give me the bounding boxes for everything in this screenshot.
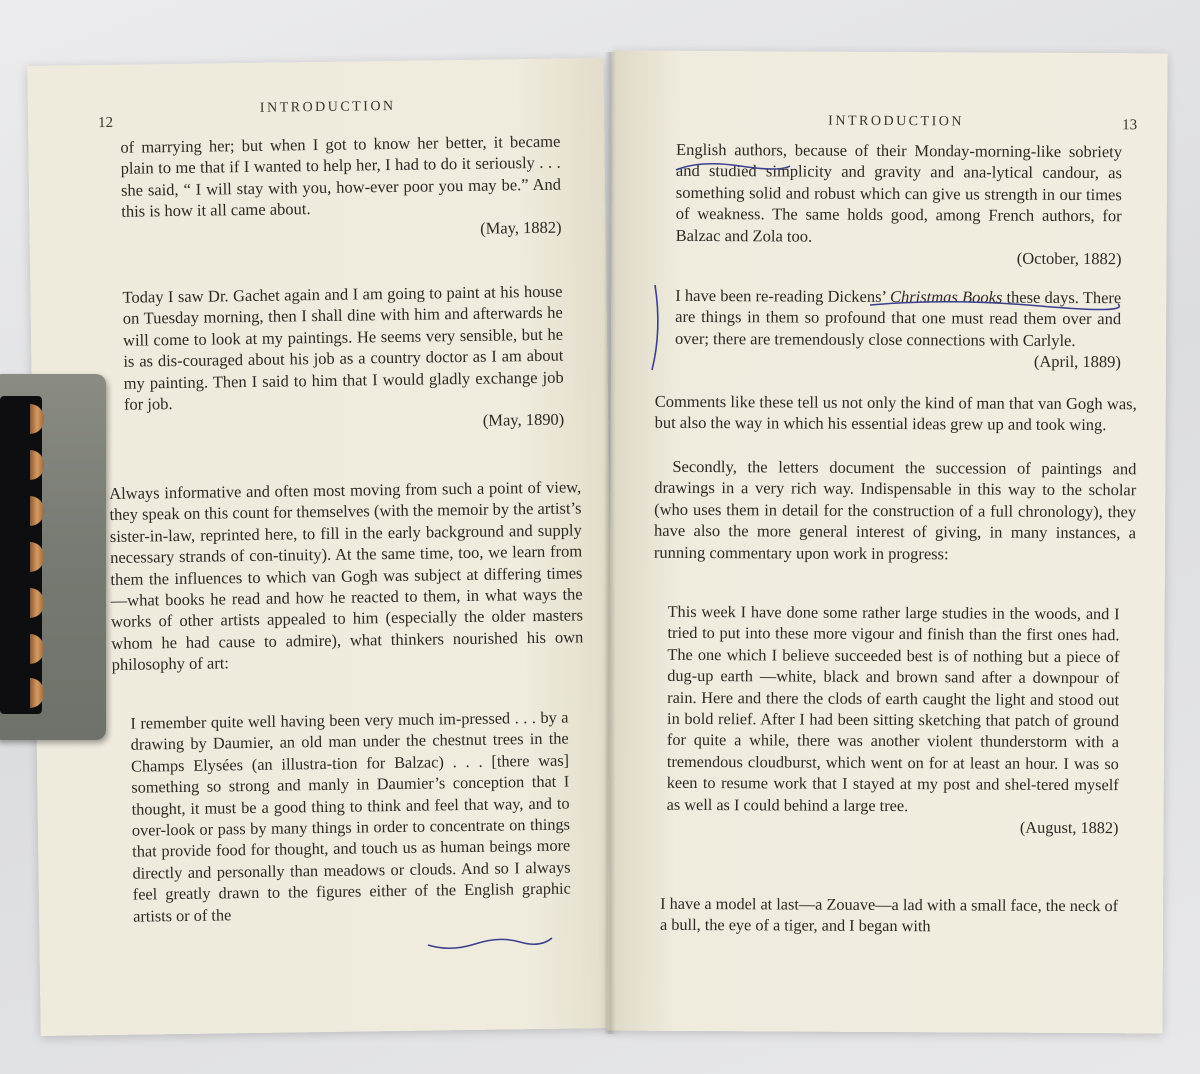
excerpt-date: (October, 1882) [1016, 248, 1122, 269]
excerpt-text-part: these days. There are things in them so profound that one must read them over and over; there are tremendously close connections with Carlyle. [675, 287, 1122, 350]
page-number-left: 12 [97, 114, 114, 132]
running-head-right: INTRODUCTION [828, 113, 965, 130]
excerpt-text: This week I have done some rather large studies in the woods, and I tried to put into these more vigour and finish than the first ones had. The one which I believe succeeded best is of nothing but a piece of dug-up earth —white, black and brown sand after a downpour of rain. Here and there the clods of earth caught the light and stood out in bold relief. After I had been sitting sketching that patch of ground for quite a while, there was another violent thunderstorm with a tremendous cloudburst, which went on for at least an hour. I was so keen to resume work that I stayed at my post and shel-tered myself as well as I could behind a large tree. [666, 601, 1120, 815]
commentary-paragraph-2: Secondly, the letters document the succession of paintings and drawings in a very rich way. Indispensable in this way to the scholar (who uses them in detail for the construction of a full chronology), they have also the more general interest of giving, in many instances, a running commentary upon work in progress: [653, 456, 1137, 563]
excerpt-date: (April, 1889) [1033, 351, 1121, 372]
letter-excerpt-gachet [122, 281, 564, 437]
letter-excerpt-daumier: I remember quite well having been very much im-pressed . . . by a drawing by Daumier, an old man under the chestnut trees in the Champs Elysées (an illustra-tion for Balzac) . . . [there was] something so strong and manly in Daumier’s conception that I thought, it must be a good thing to think and feel that way, and to over-look or pass by many things in order to concentrate on things that provide food for thought, and touch us as human beings more directly and personally than meadows or clouds. And so I always feel greatly drawn to the figures either of the English graphic artists or of the [130, 707, 571, 926]
excerpt-text [675, 285, 1121, 352]
book-title: Christmas Books [889, 287, 1003, 307]
commentary-paragraph-1: Comments like these tell us not only the kind of man that van Gogh was, but also the way in which his essential ideas grew up and took wing. [654, 391, 1137, 435]
excerpt-text: Today I saw Dr. Gachet again and I am going to paint at his house on Tuesday morning, then I shall dine with him and afterwards he will come to look at my paintings. He seems very sensible, but he is as dis-couraged about his job as a country doctor as I am about my painting. Then I said to him that I would gladly exchange job for job. [122, 281, 564, 414]
excerpt-date: (May, 1890) [482, 410, 565, 431]
book-gutter [604, 52, 616, 1034]
binder-clip [0, 374, 106, 740]
excerpt-date: (May, 1882) [480, 217, 562, 238]
running-head-left: INTRODUCTION [259, 98, 396, 116]
letter-excerpt-zouave: I have a model at last—a Zouave—a lad with a small face, the neck of a bull, the eye of a tiger, and I began with [659, 893, 1119, 936]
letter-excerpt-english-authors [675, 139, 1122, 270]
excerpt-text: of marrying her; but when I got to know her better, it became plain to me that if I wanted to help her, I had to do it seriously . . . she said, “ I will stay with you, how-ever poor you may be.” And this is how it all came about. [120, 131, 562, 221]
letter-excerpt-marriage [120, 131, 561, 244]
right-page [607, 51, 1167, 1034]
commentary-paragraph: Always informative and often most moving from such a point of view, they speak on this count for themselves (with the memoir by the artist’s sister-in-law, reprinted here, to fill in the early background and supply necessary strands of con-tinuity). At the same time, too, we learn from them the influences to which van Gogh was subject at differing times—what books he read and how he reacted to them, in what ways the works of other artists appealed to him (especially the older masters whom he had cause to admire), what thinkers nourished his own philosophy of art: [109, 477, 584, 675]
left-page [27, 58, 616, 1036]
excerpt-text-part: I have been re-reading Dickens’ [675, 285, 891, 307]
page-number-right: 13 [1122, 117, 1138, 134]
letter-excerpt-woods [666, 601, 1119, 839]
excerpt-date: (August, 1882) [1019, 817, 1119, 838]
excerpt-text: English authors, because of their Monday-morning-like sobriety and studied simplicity and gravity and ana-lytical candour, as something solid and robust which can give us strength in our times of weakness. The same holds good, among French authors, for Balzac and Zola too. [675, 139, 1123, 246]
letter-excerpt-dickens [675, 285, 1121, 373]
